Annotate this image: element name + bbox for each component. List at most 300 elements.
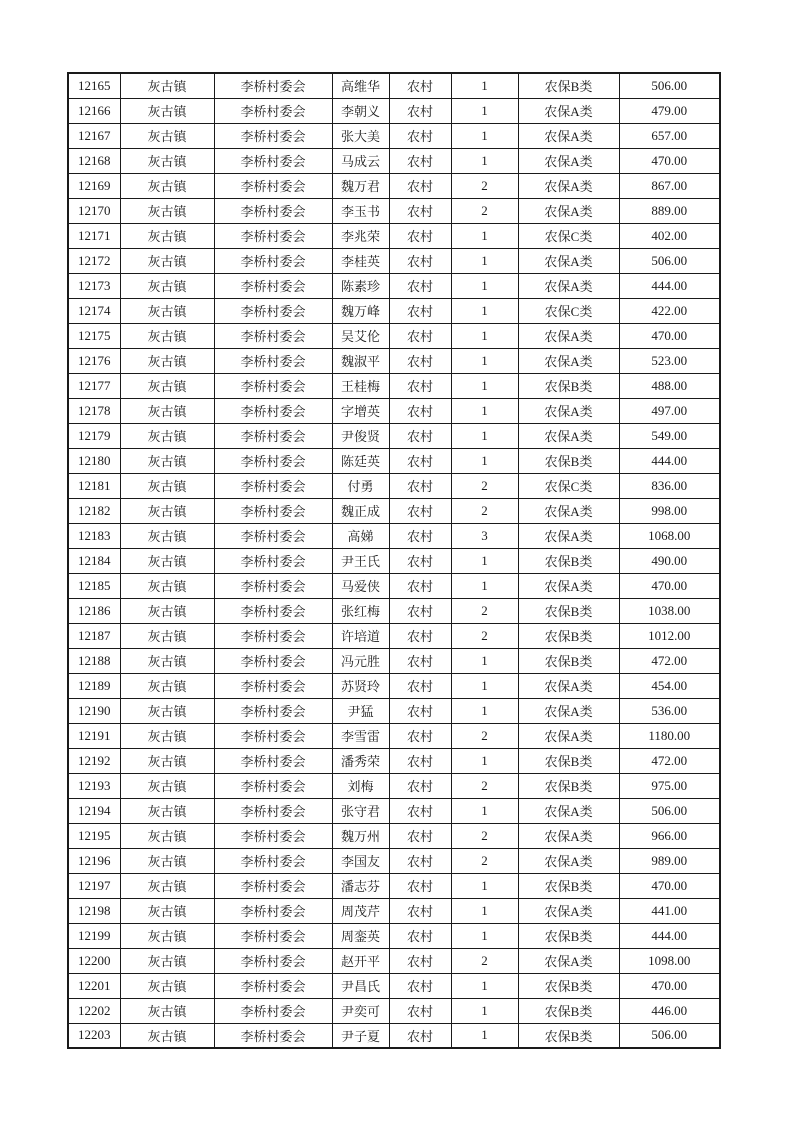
table-row [68,748,720,773]
table-cell: 12201 [68,973,120,998]
table-cell: 农保B类 [518,73,619,98]
table-cell: 农村 [389,323,451,348]
table-cell: 李桥村委会 [214,698,332,723]
table-cell: 1 [451,798,518,823]
table-cell: 523.00 [619,348,720,373]
table-cell: 农村 [389,573,451,598]
table-cell: 灰古镇 [120,1023,214,1048]
table-cell: 1 [451,148,518,173]
table-cell: 12187 [68,623,120,648]
table-cell: 李桥村委会 [214,198,332,223]
table-row [68,823,720,848]
table-cell: 2 [451,173,518,198]
table-cell: 周銮英 [332,923,389,948]
table-cell: 李桥村委会 [214,73,332,98]
table-cell: 1 [451,748,518,773]
table-cell: 488.00 [619,373,720,398]
table-cell: 灰古镇 [120,948,214,973]
table-cell: 12178 [68,398,120,423]
table-cell: 470.00 [619,323,720,348]
table-cell: 470.00 [619,973,720,998]
table-cell: 李桥村委会 [214,623,332,648]
table-cell: 灰古镇 [120,298,214,323]
table-cell: 李雪雷 [332,723,389,748]
table-cell: 魏万峰 [332,298,389,323]
table-row [68,98,720,123]
table-cell: 农保B类 [518,1023,619,1048]
table-cell: 12199 [68,923,120,948]
table-cell: 农村 [389,423,451,448]
table-cell: 12185 [68,573,120,598]
table-row [68,648,720,673]
table-cell: 李桥村委会 [214,348,332,373]
table-cell: 尹奕可 [332,998,389,1023]
table-cell: 农村 [389,973,451,998]
table-cell: 422.00 [619,298,720,323]
table-cell: 402.00 [619,223,720,248]
table-cell: 1 [451,548,518,573]
table-cell: 农村 [389,1023,451,1048]
table-cell: 农保A类 [518,98,619,123]
table-cell: 农保A类 [518,498,619,523]
table-cell: 张守君 [332,798,389,823]
table-cell: 李桥村委会 [214,223,332,248]
table-cell: 农保B类 [518,598,619,623]
table-cell: 灰古镇 [120,448,214,473]
table-cell: 灰古镇 [120,548,214,573]
table-cell: 李桥村委会 [214,298,332,323]
table-cell: 吴艾伦 [332,323,389,348]
table-cell: 1 [451,123,518,148]
table-cell: 农保A类 [518,673,619,698]
table-cell: 12183 [68,523,120,548]
table-cell: 479.00 [619,98,720,123]
table-cell: 1 [451,323,518,348]
table-cell: 506.00 [619,798,720,823]
table-cell: 李桥村委会 [214,673,332,698]
table-cell: 灰古镇 [120,698,214,723]
table-cell: 12176 [68,348,120,373]
table-row [68,273,720,298]
table-cell: 灰古镇 [120,773,214,798]
table-cell: 李桥村委会 [214,548,332,573]
table-cell: 农保A类 [518,123,619,148]
table-cell: 农保B类 [518,873,619,898]
table-cell: 高娣 [332,523,389,548]
table-cell: 2 [451,773,518,798]
table-cell: 12195 [68,823,120,848]
table-cell: 1 [451,373,518,398]
table-cell: 尹王氏 [332,548,389,573]
table-cell: 张红梅 [332,598,389,623]
table-cell: 1098.00 [619,948,720,973]
table-cell: 灰古镇 [120,498,214,523]
table-cell: 1 [451,973,518,998]
table-cell: 李桥村委会 [214,898,332,923]
table-row [68,623,720,648]
table-cell: 周茂芹 [332,898,389,923]
table-cell: 农村 [389,248,451,273]
table-cell: 2 [451,198,518,223]
table-cell: 李国友 [332,848,389,873]
table-cell: 马成云 [332,148,389,173]
table-row [68,573,720,598]
table-cell: 农保A类 [518,723,619,748]
table-cell: 1180.00 [619,723,720,748]
table-cell: 灰古镇 [120,223,214,248]
table-row [68,873,720,898]
table-cell: 农村 [389,998,451,1023]
table-cell: 农保A类 [518,848,619,873]
table-cell: 农村 [389,723,451,748]
table-cell: 1 [451,348,518,373]
table-row [68,723,720,748]
table-cell: 李桥村委会 [214,473,332,498]
table-cell: 446.00 [619,998,720,1023]
table-cell: 12175 [68,323,120,348]
table-cell: 农村 [389,498,451,523]
table-cell: 李桥村委会 [214,598,332,623]
table-cell: 农村 [389,398,451,423]
table-cell: 农保B类 [518,623,619,648]
table-cell: 王桂梅 [332,373,389,398]
table-cell: 441.00 [619,898,720,923]
table-cell: 470.00 [619,873,720,898]
table-cell: 李桥村委会 [214,923,332,948]
table-cell: 李桥村委会 [214,448,332,473]
table-cell: 12166 [68,98,120,123]
table-cell: 12169 [68,173,120,198]
table-cell: 灰古镇 [120,173,214,198]
table-cell: 1 [451,873,518,898]
table-cell: 12170 [68,198,120,223]
table-cell: 农保B类 [518,448,619,473]
table-cell: 李桥村委会 [214,798,332,823]
table-cell: 灰古镇 [120,148,214,173]
table-cell: 12172 [68,248,120,273]
table-cell: 1012.00 [619,623,720,648]
table-cell: 1 [451,998,518,1023]
table-body [68,73,720,1048]
table-cell: 农村 [389,523,451,548]
table-cell: 李桥村委会 [214,173,332,198]
table-cell: 李桂英 [332,248,389,273]
table-cell: 灰古镇 [120,673,214,698]
table-row [68,73,720,98]
table-cell: 867.00 [619,173,720,198]
table-cell: 1 [451,698,518,723]
table-cell: 灰古镇 [120,923,214,948]
table-cell: 12200 [68,948,120,973]
table-cell: 李桥村委会 [214,273,332,298]
table-cell: 农村 [389,123,451,148]
roster-table [67,72,721,1049]
table-cell: 农保A类 [518,823,619,848]
table-cell: 444.00 [619,923,720,948]
table-cell: 灰古镇 [120,748,214,773]
table-cell: 灰古镇 [120,198,214,223]
table-cell: 灰古镇 [120,98,214,123]
table-cell: 12177 [68,373,120,398]
table-cell: 灰古镇 [120,648,214,673]
table-cell: 2 [451,948,518,973]
table-cell: 1 [451,648,518,673]
table-cell: 农村 [389,773,451,798]
table-cell: 1 [451,98,518,123]
table-cell: 张大美 [332,123,389,148]
table-cell: 农村 [389,823,451,848]
table-cell: 农保A类 [518,323,619,348]
table-cell: 李桥村委会 [214,148,332,173]
table-cell: 灰古镇 [120,598,214,623]
table-cell: 889.00 [619,198,720,223]
table-row [68,673,720,698]
table-row [68,898,720,923]
table-cell: 赵开平 [332,948,389,973]
table-cell: 966.00 [619,823,720,848]
table-cell: 1 [451,448,518,473]
table-cell: 农村 [389,98,451,123]
table-cell: 12186 [68,598,120,623]
table-cell: 12171 [68,223,120,248]
table-row [68,798,720,823]
table-cell: 1 [451,898,518,923]
table-cell: 12190 [68,698,120,723]
table-row [68,773,720,798]
table-cell: 李桥村委会 [214,873,332,898]
table-cell: 12168 [68,148,120,173]
table-cell: 农保B类 [518,773,619,798]
table-cell: 农保B类 [518,648,619,673]
table-cell: 农村 [389,348,451,373]
table-row [68,148,720,173]
table-cell: 12193 [68,773,120,798]
table-cell: 李玉书 [332,198,389,223]
table-cell: 农村 [389,623,451,648]
table-cell: 农保A类 [518,348,619,373]
table-cell: 魏万州 [332,823,389,848]
table-cell: 12181 [68,473,120,498]
table-cell: 灰古镇 [120,423,214,448]
table-cell: 农村 [389,548,451,573]
table-cell: 农村 [389,923,451,948]
table-cell: 灰古镇 [120,473,214,498]
table-cell: 12182 [68,498,120,523]
table-cell: 尹昌氏 [332,973,389,998]
table-cell: 2 [451,473,518,498]
table-cell: 1 [451,423,518,448]
table-cell: 农村 [389,273,451,298]
table-cell: 李桥村委会 [214,823,332,848]
table-cell: 12196 [68,848,120,873]
table-cell: 陈廷英 [332,448,389,473]
table-row [68,973,720,998]
table-cell: 12174 [68,298,120,323]
table-cell: 472.00 [619,748,720,773]
table-cell: 灰古镇 [120,873,214,898]
table-cell: 2 [451,498,518,523]
table-cell: 苏贤玲 [332,673,389,698]
table-cell: 灰古镇 [120,823,214,848]
table-cell: 李桥村委会 [214,498,332,523]
table-cell: 12191 [68,723,120,748]
table-cell: 农保A类 [518,248,619,273]
table-cell: 灰古镇 [120,373,214,398]
table-row [68,473,720,498]
table-cell: 536.00 [619,698,720,723]
table-cell: 李桥村委会 [214,748,332,773]
table-cell: 农保A类 [518,523,619,548]
table-cell: 2 [451,848,518,873]
table-cell: 农村 [389,648,451,673]
table-cell: 灰古镇 [120,348,214,373]
table-row [68,848,720,873]
table-cell: 农村 [389,73,451,98]
table-cell: 农村 [389,198,451,223]
table-cell: 农村 [389,673,451,698]
table-cell: 李桥村委会 [214,98,332,123]
table-cell: 506.00 [619,1023,720,1048]
table-cell: 灰古镇 [120,998,214,1023]
table-cell: 470.00 [619,573,720,598]
table-cell: 农保A类 [518,173,619,198]
table-cell: 12197 [68,873,120,898]
table-cell: 1 [451,923,518,948]
table-cell: 2 [451,723,518,748]
table-row [68,398,720,423]
table-cell: 12198 [68,898,120,923]
table-cell: 李桥村委会 [214,373,332,398]
table-cell: 李桥村委会 [214,773,332,798]
table-cell: 549.00 [619,423,720,448]
table-cell: 冯元胜 [332,648,389,673]
table-row [68,323,720,348]
table-cell: 刘梅 [332,773,389,798]
table-cell: 马爱侠 [332,573,389,598]
table-cell: 农保C类 [518,298,619,323]
table-cell: 李桥村委会 [214,323,332,348]
table-cell: 2 [451,598,518,623]
table-cell: 农保C类 [518,223,619,248]
table-cell: 农保A类 [518,398,619,423]
table-cell: 付勇 [332,473,389,498]
table-cell: 1068.00 [619,523,720,548]
table-cell: 李桥村委会 [214,998,332,1023]
table-cell: 农村 [389,873,451,898]
table-cell: 12165 [68,73,120,98]
table-row [68,498,720,523]
table-cell: 农保A类 [518,198,619,223]
table-cell: 12203 [68,1023,120,1048]
table-cell: 农保A类 [518,148,619,173]
table-row [68,948,720,973]
table-cell: 农村 [389,298,451,323]
table-cell: 尹猛 [332,698,389,723]
table-cell: 农保A类 [518,573,619,598]
table-cell: 657.00 [619,123,720,148]
table-cell: 12173 [68,273,120,298]
table-cell: 灰古镇 [120,523,214,548]
table-cell: 农村 [389,848,451,873]
table-row [68,223,720,248]
table-cell: 陈素珍 [332,273,389,298]
table-cell: 农保B类 [518,923,619,948]
table-cell: 灰古镇 [120,73,214,98]
table-cell: 李桥村委会 [214,123,332,148]
table-cell: 灰古镇 [120,898,214,923]
table-cell: 12184 [68,548,120,573]
table-cell: 许培道 [332,623,389,648]
table-cell: 470.00 [619,148,720,173]
table-cell: 1 [451,1023,518,1048]
table-cell: 农保B类 [518,998,619,1023]
table-row [68,173,720,198]
table-cell: 836.00 [619,473,720,498]
table-cell: 高维华 [332,73,389,98]
table-cell: 农村 [389,448,451,473]
table-row [68,298,720,323]
table-cell: 农保C类 [518,473,619,498]
table-cell: 灰古镇 [120,848,214,873]
table-cell: 农村 [389,473,451,498]
table-cell: 农村 [389,698,451,723]
table-cell: 2 [451,823,518,848]
table-cell: 农村 [389,223,451,248]
table-cell: 1 [451,298,518,323]
table-cell: 灰古镇 [120,723,214,748]
table-cell: 农村 [389,898,451,923]
table-cell: 李桥村委会 [214,248,332,273]
table-cell: 魏淑平 [332,348,389,373]
table-cell: 李桥村委会 [214,948,332,973]
table-cell: 李桥村委会 [214,648,332,673]
table-row [68,548,720,573]
table-cell: 农村 [389,748,451,773]
table-cell: 李桥村委会 [214,973,332,998]
table-cell: 灰古镇 [120,798,214,823]
table-cell: 12202 [68,998,120,1023]
table-row [68,248,720,273]
table-cell: 字增英 [332,398,389,423]
table-cell: 2 [451,623,518,648]
table-cell: 1 [451,248,518,273]
table-cell: 灰古镇 [120,398,214,423]
table-cell: 潘志芬 [332,873,389,898]
table-cell: 灰古镇 [120,273,214,298]
table-cell: 灰古镇 [120,623,214,648]
table-cell: 李桥村委会 [214,398,332,423]
table-cell: 1 [451,673,518,698]
table-cell: 李桥村委会 [214,423,332,448]
table-cell: 998.00 [619,498,720,523]
table-cell: 农保B类 [518,548,619,573]
table-cell: 农村 [389,598,451,623]
table-cell: 农村 [389,798,451,823]
table-row [68,373,720,398]
table-row [68,923,720,948]
table-cell: 灰古镇 [120,248,214,273]
table-cell: 农保A类 [518,798,619,823]
table-cell: 农保A类 [518,898,619,923]
table-cell: 12167 [68,123,120,148]
table-cell: 农保A类 [518,698,619,723]
table-cell: 尹俊贤 [332,423,389,448]
table-cell: 农保B类 [518,748,619,773]
table-cell: 魏正成 [332,498,389,523]
table-cell: 农保B类 [518,973,619,998]
table-row [68,1023,720,1048]
table-cell: 灰古镇 [120,573,214,598]
